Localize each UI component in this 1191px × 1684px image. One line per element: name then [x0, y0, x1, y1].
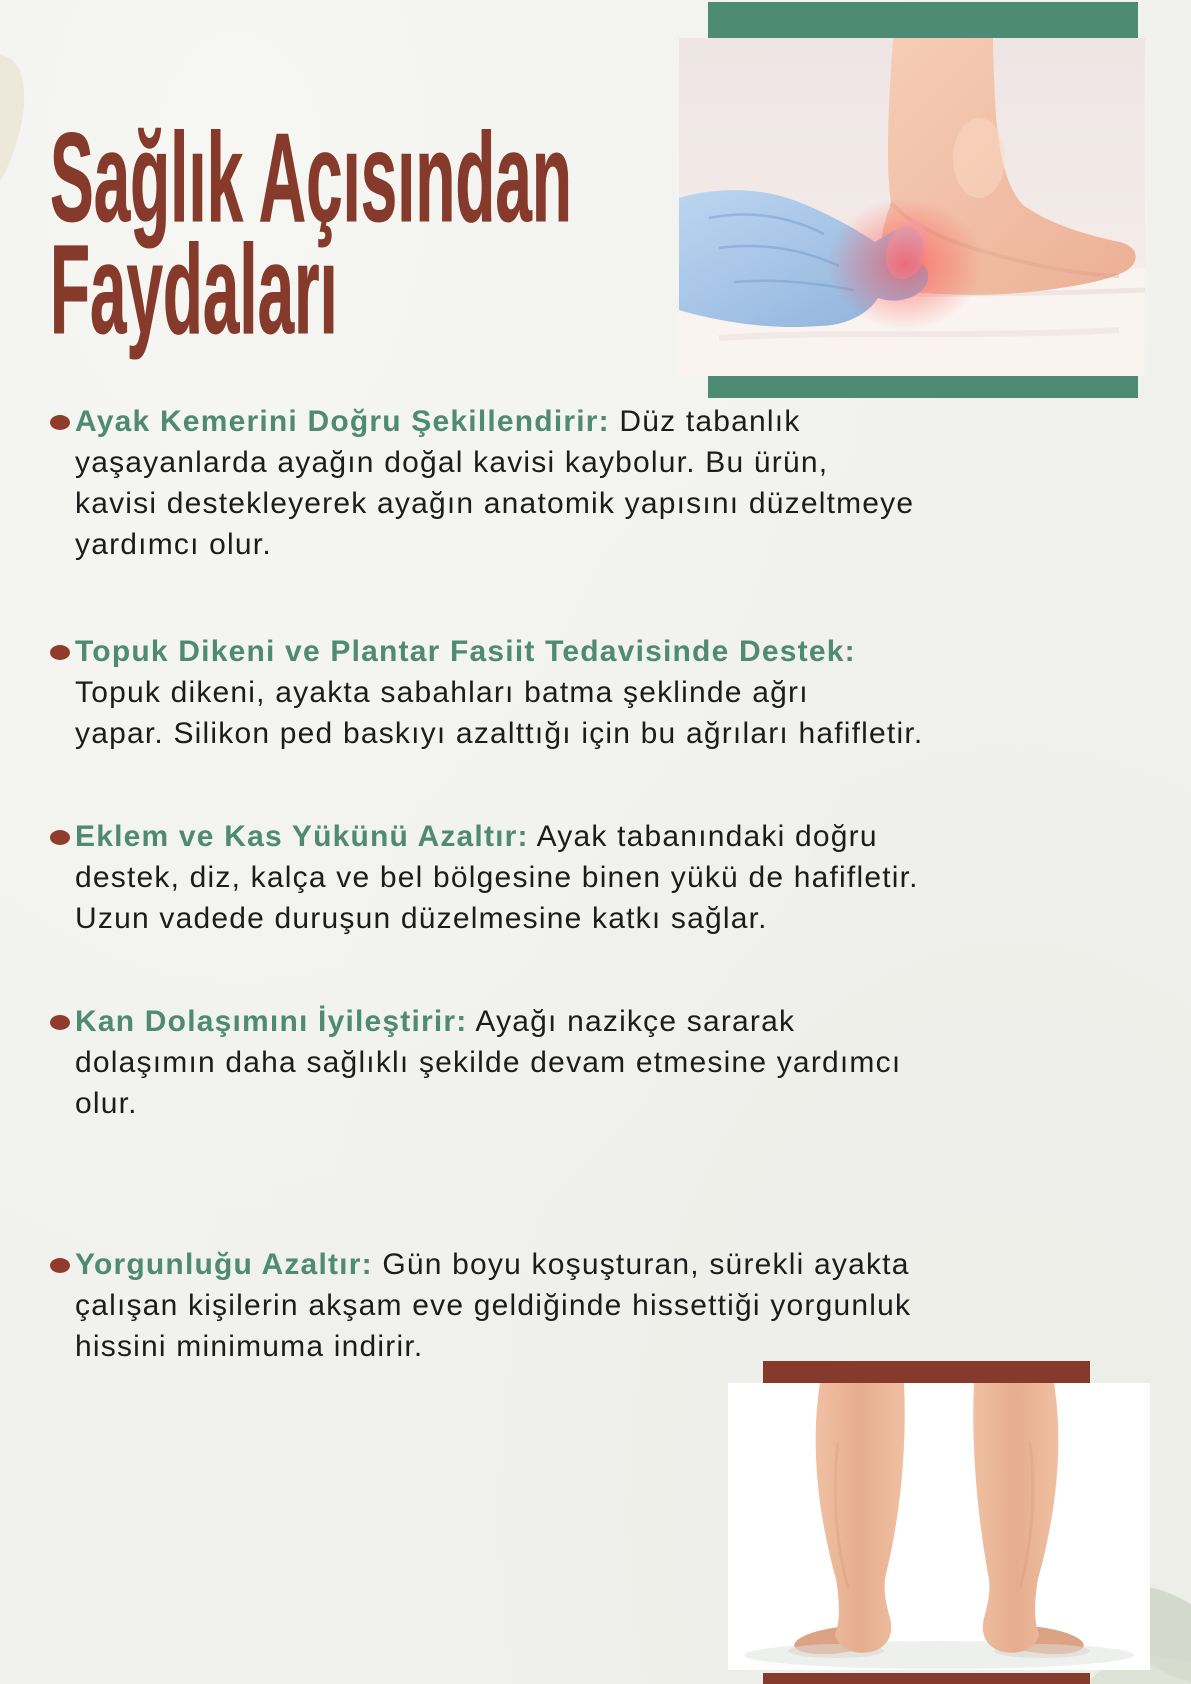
benefit-heading: Yorgunluğu Azaltır:	[75, 1248, 373, 1281]
benefit-heading: Topuk Dikeni ve Plantar Fasiit Tedavisinde Destek:	[75, 635, 856, 668]
benefit-item-blood-circulation	[0, 1001, 1191, 1124]
benefit-line: olur.	[75, 1087, 138, 1120]
benefit-line: Uzun vadede duruşun düzelmesine katkı sağlar.	[75, 902, 768, 935]
bullet-dot	[50, 830, 70, 845]
benefit-line	[75, 1001, 1191, 1042]
benefit-item-joint-muscle-load	[0, 816, 1191, 939]
page-title	[50, 107, 572, 360]
bullet-dot	[50, 415, 70, 430]
bullet-dot	[50, 645, 70, 660]
bullet-dot	[50, 1015, 70, 1030]
benefits-list	[0, 401, 1191, 1429]
benefit-item-heel-spur	[0, 631, 1191, 754]
standing-legs-photo-block	[728, 1361, 1150, 1684]
benefit-line: hissini minimuma indirir.	[75, 1330, 424, 1363]
benefit-line: yapar. Silikon ped baskıyı azalttığı için bu ağrıları hafifletir.	[75, 717, 924, 750]
benefit-heading: Kan Dolaşımını İyileştirir:	[75, 1005, 468, 1038]
benefit-line	[75, 401, 1191, 442]
benefit-body-start: Gün boyu koşuşturan, sürekli ayakta	[372, 1248, 910, 1281]
standing-legs-rear-view-photo	[728, 1383, 1150, 1670]
benefit-line: yaşayanlarda ayağın doğal kavisi kaybolur. Bu ürün,	[75, 446, 829, 479]
page-title-line1: Sağlık Açısından	[50, 107, 572, 248]
leaf-decoration-top-left	[0, 52, 48, 196]
benefit-body-start: Ayak tabanındaki doğru	[528, 820, 878, 853]
benefit-heading: Ayak Kemerini Doğru Şekillendirir:	[75, 405, 610, 438]
benefit-body-start: Ayağı nazikçe sararak	[467, 1005, 796, 1038]
benefit-line: destek, diz, kalça ve bel bölgesine binen yükü de hafifletir.	[75, 861, 919, 894]
red-accent-bar-bottom	[763, 1673, 1090, 1684]
benefit-line	[75, 1244, 1191, 1285]
benefit-item-fatigue-reduction	[0, 1244, 1191, 1367]
benefit-line: kavisi destekleyerek ayağın anatomik yapısını düzeltmeye	[75, 487, 915, 520]
red-accent-bar-top	[763, 1361, 1090, 1383]
benefit-heading: Eklem ve Kas Yükünü Azaltır:	[75, 820, 529, 853]
heel-pain-examination-photo	[679, 38, 1145, 376]
benefit-body-start: Düz tabanlık	[609, 405, 801, 438]
benefit-line: yardımcı olur.	[75, 528, 272, 561]
benefit-item-arch-support	[0, 401, 1191, 565]
page-title-line2: Faydaları	[50, 219, 338, 360]
benefit-line	[75, 631, 1191, 672]
bullet-dot	[50, 1258, 70, 1273]
benefit-line: Topuk dikeni, ayakta sabahları batma şeklinde ağrı	[75, 676, 809, 709]
benefit-line	[75, 816, 1191, 857]
benefit-line: çalışan kişilerin akşam eve geldiğinde hissettiği yorgunluk	[75, 1289, 912, 1322]
benefit-line: dolaşımın daha sağlıklı şekilde devam etmesine yardımcı	[75, 1046, 902, 1079]
